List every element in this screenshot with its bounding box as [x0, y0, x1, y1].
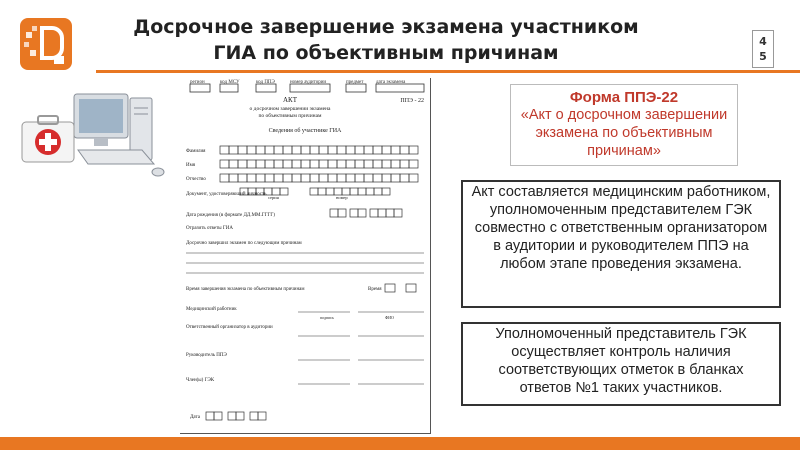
svg-text:предмет: предмет — [346, 80, 364, 85]
page-title — [96, 14, 676, 66]
form-field-surname: Фамилия — [186, 149, 206, 154]
page-number-badge — [752, 30, 774, 68]
svg-text:дата экзамена: дата экзамена — [376, 80, 406, 85]
form-field-name: Имя — [186, 163, 196, 168]
rcoi-logo-icon — [20, 18, 72, 70]
info-box-act-text: Акт составляется медицинским работником, уполномоченным представителем ГЭК совместно с ответственным организатором в аудитории и руководителем ППЭ на любом этапе проведения экзамена. — [471, 184, 771, 272]
page-number-1: 4 — [759, 35, 767, 48]
form-field-organizer: Ответственный организатор в аудитории — [186, 325, 273, 330]
form-section: Сведения об участнике ГИА — [268, 128, 342, 134]
page-number-2: 5 — [759, 50, 767, 63]
computer-first-aid-illustration — [18, 88, 168, 188]
title-line-2: ГИА по объективным причинам — [213, 42, 559, 64]
form-field-time: Время завершения экзамена по объективным причинам — [186, 287, 305, 292]
form-field-head: Руководитель ППЭ — [186, 353, 227, 358]
form-doc-number: номер — [336, 195, 348, 200]
form-ppe22-preview — [180, 78, 431, 434]
form-title-2: о досрочном завершении экзамена — [249, 106, 331, 112]
info-box-gek — [461, 322, 781, 406]
svg-text:код ППЭ: код ППЭ — [256, 80, 275, 85]
svg-text:код МСУ: код МСУ — [220, 80, 240, 85]
bottom-accent-band — [0, 437, 800, 450]
form-fio-label: ФИО — [385, 315, 394, 320]
form-card-subtitle: «Акт о досрочном завершении экзамена по объективным причинам» — [520, 107, 728, 159]
form-sign-label: подпись — [320, 315, 334, 320]
form-field-birthdate: Дата рождения (в формате ДД.ММ.ГГГГ) — [186, 213, 275, 218]
form-date-label: Дата — [190, 415, 200, 420]
form-card — [510, 84, 738, 166]
info-box-act — [461, 180, 781, 308]
form-field-medic: Медицинский работник — [186, 307, 237, 312]
form-doc-series: серия — [268, 195, 279, 200]
form-field-document: Документ, удостоверяющий личность — [186, 192, 267, 197]
form-field-ppe: Отразить ответы ГИА — [186, 226, 234, 231]
form-card-title: Форма ППЭ-22 — [569, 89, 679, 106]
form-title-3: по объективным причинам — [258, 113, 322, 119]
info-box-gek-text: Уполномоченный представитель ГЭК осуществляет контроль наличия соответствующих отметок в бланках ответов №1 таких участников. — [495, 326, 747, 396]
form-field-time-label: Время — [368, 287, 382, 292]
form-field-patronymic: Отчество — [186, 177, 206, 182]
svg-text:регион: регион — [190, 80, 205, 85]
svg-text:номер аудитории: номер аудитории — [290, 80, 327, 85]
form-title-1: АКТ — [283, 96, 297, 104]
title-divider — [96, 70, 800, 73]
form-field-reason: Досрочно завершил экзамен по следующим причинам — [186, 241, 302, 246]
form-code: ППЭ - 22 — [400, 98, 424, 104]
title-line-1: Досрочное завершение экзамена участником — [133, 16, 639, 38]
form-field-gek: Член(ы) ГЭК — [186, 378, 215, 383]
